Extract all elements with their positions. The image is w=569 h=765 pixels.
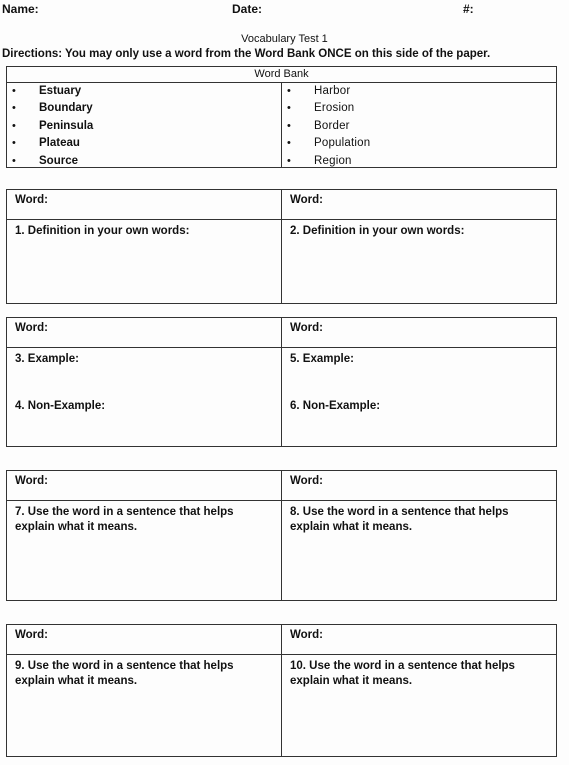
word-bank-right-column xyxy=(282,82,556,167)
bullet-icon: • xyxy=(287,119,291,132)
number-label: #: xyxy=(463,2,474,16)
vocab-cell-right xyxy=(282,318,556,446)
bullet-icon: • xyxy=(287,84,291,97)
word-bank-item xyxy=(282,152,556,170)
word-field[interactable]: Word: xyxy=(7,318,281,348)
word-bank-item xyxy=(7,152,281,170)
bullet-icon: • xyxy=(287,102,291,115)
word-bank-item xyxy=(282,100,556,118)
sentence-prompt: 10. Use the word in a sentence that helps explain what it means. xyxy=(290,660,515,687)
vocab-cell-right xyxy=(282,190,556,303)
non-example-prompt: 4. Non-Example: xyxy=(15,400,106,412)
directions-text: Directions: You may only use a word from the Word Bank ONCE on this side of the paper. xyxy=(2,48,491,60)
date-label: Date: xyxy=(232,2,263,16)
bullet-icon: • xyxy=(12,154,16,167)
word-bank-item xyxy=(7,82,281,100)
word-bank-word: Erosion xyxy=(314,102,355,115)
word-field[interactable]: Word: xyxy=(7,625,281,655)
word-bank-title: Word Bank xyxy=(7,67,556,83)
sentence-prompt: 9. Use the word in a sentence that helps explain what it means. xyxy=(15,660,234,687)
word-bank-word: Estuary xyxy=(39,84,82,97)
word-bank-word: Boundary xyxy=(39,102,93,115)
word-bank-word: Peninsula xyxy=(39,119,94,132)
vocab-box-1 xyxy=(6,189,557,304)
word-field[interactable]: Word: xyxy=(282,190,556,220)
word-field[interactable]: Word: xyxy=(7,471,281,501)
word-field[interactable]: Word: xyxy=(282,318,556,348)
vocab-cell-left xyxy=(7,318,282,446)
word-bank-word: Population xyxy=(314,137,371,150)
page-title: Vocabulary Test 1 xyxy=(241,33,328,45)
word-bank-word: Source xyxy=(39,154,78,167)
definition-prompt: 1. Definition in your own words: xyxy=(15,225,190,237)
word-bank-item xyxy=(7,100,281,118)
word-bank-item xyxy=(7,117,281,135)
name-label: Name: xyxy=(2,2,39,16)
bullet-icon: • xyxy=(287,154,291,167)
word-bank xyxy=(6,66,557,168)
bullet-icon: • xyxy=(12,84,16,97)
example-prompt: 5. Example: xyxy=(290,353,354,365)
bullet-icon: • xyxy=(12,119,16,132)
definition-prompt: 2. Definition in your own words: xyxy=(290,225,465,237)
vocab-cell-right xyxy=(282,625,556,756)
word-bank-left-column xyxy=(7,82,282,167)
vocab-cell-right xyxy=(282,471,556,600)
sentence-prompt: 8. Use the word in a sentence that helps explain what it means. xyxy=(290,506,509,533)
word-field[interactable]: Word: xyxy=(282,471,556,501)
non-example-prompt: 6. Non-Example: xyxy=(290,400,381,412)
word-bank-word: Harbor xyxy=(314,84,351,97)
word-bank-word: Border xyxy=(314,119,350,132)
word-bank-word: Plateau xyxy=(39,137,80,150)
word-bank-item xyxy=(282,117,556,135)
vocab-box-2 xyxy=(6,317,557,447)
vocab-cell-left xyxy=(7,471,282,600)
word-bank-item xyxy=(282,135,556,153)
bullet-icon: • xyxy=(12,102,16,115)
vocab-cell-left xyxy=(7,190,282,303)
word-field[interactable]: Word: xyxy=(282,625,556,655)
vocab-box-3 xyxy=(6,470,557,601)
sentence-prompt: 7. Use the word in a sentence that helps explain what it means. xyxy=(15,506,234,533)
word-bank-word: Region xyxy=(314,154,352,167)
word-bank-item xyxy=(7,135,281,153)
word-bank-item xyxy=(282,82,556,100)
bullet-icon: • xyxy=(287,137,291,150)
vocab-box-4 xyxy=(6,624,557,757)
example-prompt: 3. Example: xyxy=(15,353,79,365)
word-field[interactable]: Word: xyxy=(7,190,281,220)
bullet-icon: • xyxy=(12,137,16,150)
vocab-cell-left xyxy=(7,625,282,756)
